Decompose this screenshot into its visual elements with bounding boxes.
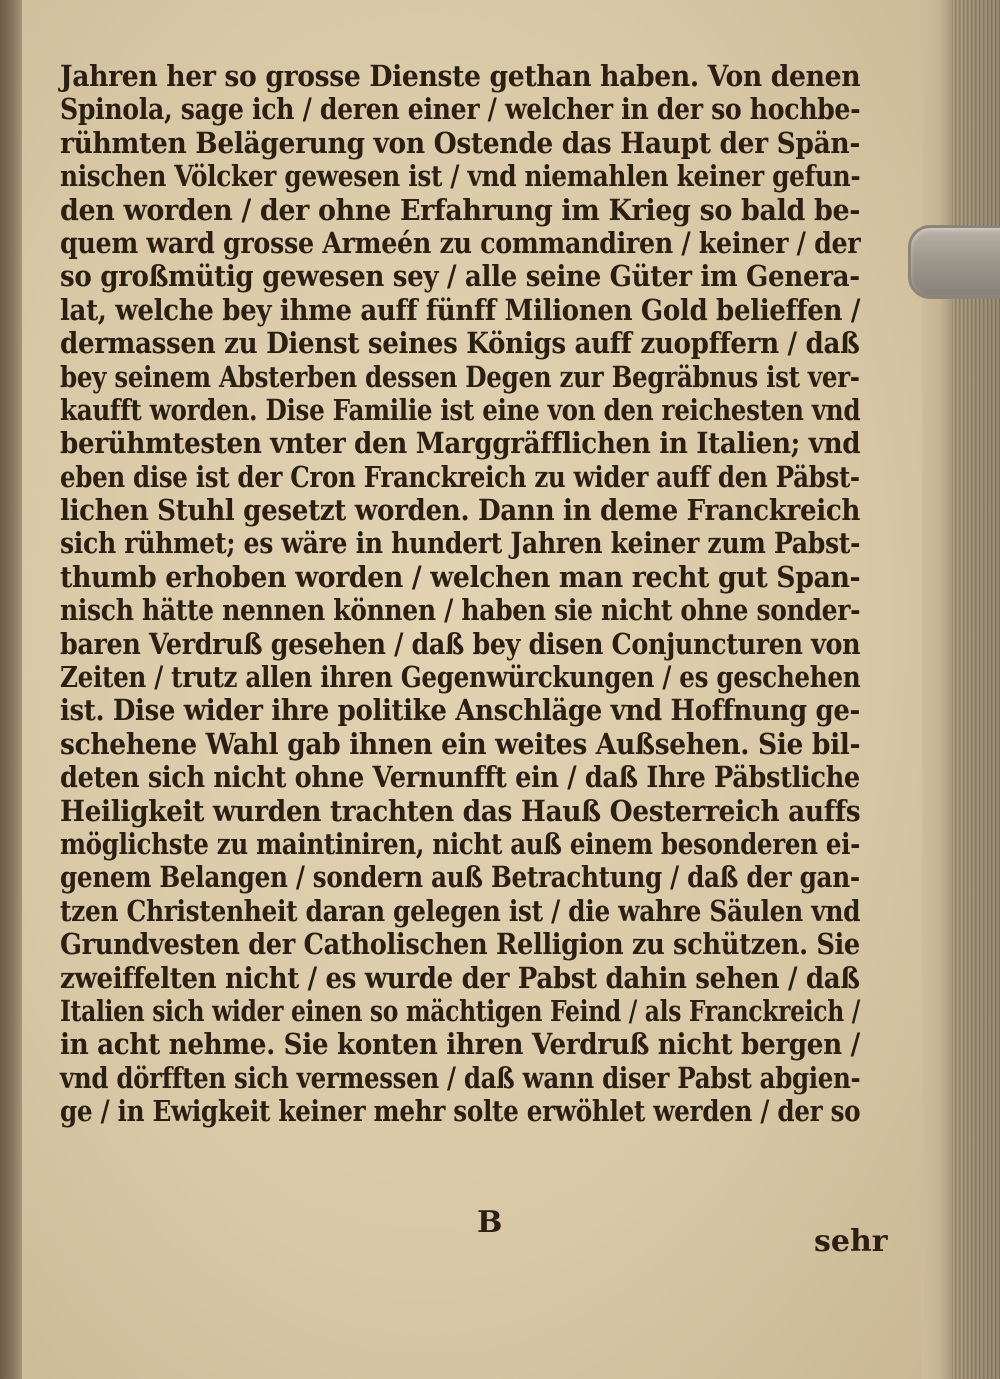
text-line: ist. Dise wider ihre politike Anschläge vnd Hoffnung ge- [60, 693, 860, 728]
text-line: Italien sich wider einen so mächtigen Feind / als Franckreich / [60, 993, 860, 1028]
page-paper [22, 0, 922, 1379]
text-line: genem Belangen / sondern auß Betrachtung / daß der gan- [60, 860, 860, 895]
body-text [60, 60, 860, 1129]
text-line: nisch hätte nennen können / haben sie nicht ohne sonder- [60, 593, 861, 628]
text-line: quem ward grosse Armeén zu commandiren / keiner / der [60, 225, 861, 260]
text-line: Heiligkeit wurden trachten das Hauß Oesterreich auffs [60, 793, 861, 828]
text-line: schehene Wahl gab ihnen ein weites Außsehen. Sie bil- [60, 726, 861, 761]
book-clasp [908, 225, 1000, 299]
text-line: nischen Völcker gewesen ist / vnd niemahlen keiner gefun- [60, 159, 861, 194]
text-line: rühmten Belägerung von Ostende das Haupt der Spän- [60, 125, 860, 160]
text-line: deten sich nicht ohne Vernunfft ein / daß Ihre Päbstliche [60, 760, 860, 795]
page-edges [952, 0, 1000, 1379]
text-line: ge / in Ewigkeit keiner mehr solte erwöhlet werden / der so [60, 1094, 861, 1129]
text-line: sich rühmet; es wäre in hundert Jahren keiner zum Pabst- [60, 526, 861, 561]
text-line: berühmtesten vnter den Marggräfflichen in Italien; vnd [60, 426, 861, 461]
text-line: eben dise ist der Cron Franckreich zu wider auff den Päbst- [60, 459, 860, 494]
text-line: in acht nehme. Sie konten ihren Verdruß nicht bergen / [60, 1027, 860, 1062]
text-line: Jahren her so grosse Dienste gethan haben. Von denen [60, 59, 861, 93]
text-line: möglichste zu maintiniren, nicht auß einem besonderen ei- [60, 826, 861, 861]
text-line: Zeiten / trutz allen ihren Gegenwürckungen / es geschehen [60, 660, 861, 695]
text-line: bey seinem Absterben dessen Degen zur Begräbnus ist ver- [60, 359, 860, 394]
signature-mark: B [477, 1205, 503, 1240]
text-line: thumb erhoben worden / welchen man recht gut Span- [60, 559, 861, 594]
text-line: Grundvesten der Catholischen Relligion zu schützen. Sie [60, 927, 860, 962]
text-line: tzen Christenheit daran gelegen ist / die wahre Säulen vnd [60, 893, 861, 928]
text-line: dermassen zu Dienst seines Königs auff zuopffern / daß [60, 326, 860, 361]
text-line: kaufft worden. Dise Familie ist eine von den reichesten vnd [60, 392, 861, 427]
text-line: den worden / der ohne Erfahrung im Krieg so bald be- [60, 192, 861, 227]
catchword: sehr [814, 1224, 888, 1259]
text-line: lichen Stuhl gesetzt worden. Dann in deme Franckreich [60, 493, 861, 528]
text-line: so großmütig gewesen sey / alle seine Güter im Genera- [60, 259, 860, 294]
text-line: lat, welche bey ihme auff fünff Milionen Gold belieffen / [60, 292, 861, 327]
text-line: zweiffelten nicht / es wurde der Pabst dahin sehen / daß [60, 960, 860, 995]
text-line: Spinola, sage ich / deren einer / welcher in der so hochbe- [60, 92, 861, 127]
text-line: vnd dörfften sich vermessen / daß wann diser Pabst abgien- [60, 1060, 861, 1095]
text-line: baren Verdruß gesehen / daß bey disen Conjuncturen von [60, 626, 861, 661]
